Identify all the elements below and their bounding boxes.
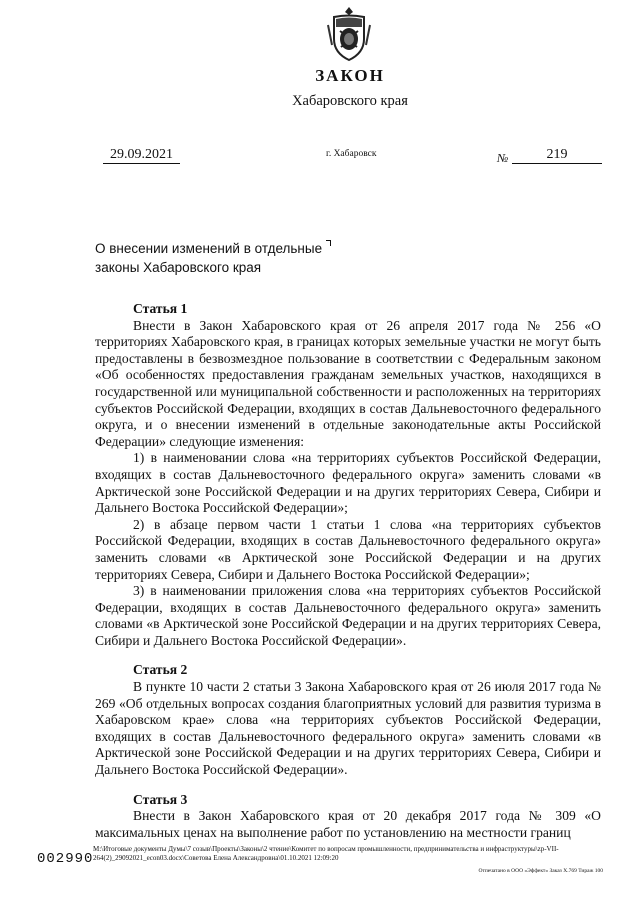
subject-line-1: О внесении изменений в отдельные	[95, 241, 323, 256]
article-3-paragraph-1: Внести в Закон Хабаровского края от 20 декабря 2017 года № 309 «О максимальных ценах на выполнение работ по установлению на местности границ	[95, 808, 601, 840]
article-1-paragraph-2: 1) в наименовании слова «на территориях субъектов Российской Федерации, входящих в состав Дальневосточного федерального округа» заменить словами «в Арктической зоне Российской Федерации и на других территориях Севера, Сибири и Дальнего Востока Российской Федерации»;	[95, 450, 601, 516]
article-1-paragraph-1: Внести в Закон Хабаровского края от 26 апреля 2017 года № 256 «О территориях Хабаровского края, в границах которых земельные участки не могут быть предоставлены в безвозмездное пользование в соответствии с Федеральным законом «Об особенностях предоставления гражданам земельных участков, находящихся в государственной или муниципальной собственности и расположенных на территориях субъектов Российской Федерации, входящих в состав Дальневосточного федерального округа, и о внесении изменений в отдельные законодательные акты Российской Федерации» следующие изменения:	[95, 317, 601, 449]
file-path-footer: M:\Итоговые документы Думы\7 созыв\Проекты\Законы\2 чтение\Комитет по вопросам промышленности, предпринимательства и инфраструктуры\zp-VII-264(2)_29092021_econ03.docx\Советова Елена Александровна\01.10.2021 12:09:20	[93, 845, 559, 862]
document-subtitle: Хабаровского края	[292, 93, 408, 109]
article-3-heading: Статья 3	[133, 791, 188, 807]
print-note: Отпечатано в ООО «Эффект» Заказ Х.769 Тираж 100	[478, 868, 603, 874]
article-2-paragraph-1: В пункте 10 части 2 статьи 3 Закона Хабаровского края от 26 июля 2017 года № 269 «Об отдельных вопросах создания благоприятных условий для развития туризма в Хабаровском крае» слова «на территориях субъектов Российской Федерации, входящих в состав Дальневосточного федерального округа» заменить словами «в Арктической зоне Российской Федерации и на других территориях Севера, Сибири и Дальнего Востока Российской Федерации».	[95, 679, 601, 778]
document-date: 29.09.2021	[103, 147, 180, 164]
article-1-paragraph-3: 2) в абзаце первом части 1 статьи 1 слова «на территориях субъектов Российской Федерации, входящих в состав Дальневосточного федерального округа» заменить словами «в Арктической зоне Российской Федерации и на других территориях Севера, Сибири и Дальнего Востока Российской Федерации»;	[95, 516, 601, 582]
document-place: г. Хабаровск	[326, 149, 377, 159]
document-number: 219	[512, 147, 602, 164]
article-2-heading: Статья 2	[133, 662, 188, 678]
document-subject	[95, 239, 335, 277]
coat-of-arms-emblem	[326, 5, 372, 63]
article-1-heading: Статья 1	[133, 301, 188, 316]
document-registration-code: 002990	[37, 851, 94, 867]
document-body	[95, 301, 601, 841]
subject-line-2: законы Хабаровского края	[95, 260, 262, 275]
article-1-paragraph-4: 3) в наименовании приложения слова «на территориях субъектов Российской Федерации, входящих в состав Дальневосточного федерального округа» заменить словами «в Арктической зоне Российской Федерации и на других территориях Севера, Сибири и Дальнего Востока Российской Федерации».	[95, 583, 601, 648]
number-sign: №	[497, 151, 509, 165]
subject-corner-mark	[326, 240, 331, 246]
document-title: ЗАКОН	[315, 66, 385, 85]
